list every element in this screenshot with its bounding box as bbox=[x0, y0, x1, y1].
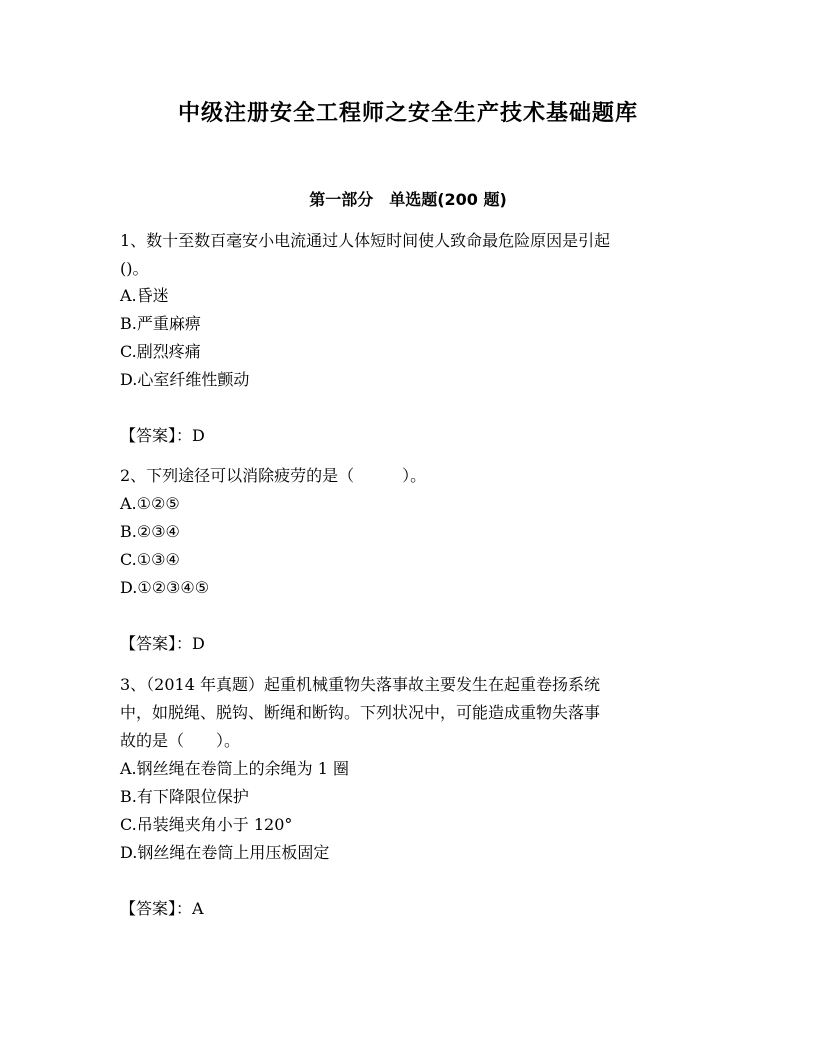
question-2-stem-line-1: 2、下列途径可以消除疲劳的是（ ）。 bbox=[120, 466, 427, 485]
question-1-stem-line-2: ()。 bbox=[120, 259, 149, 278]
question-3-stem-line-2: 中，如脱绳、脱钩、断绳和断钩。下列状况中，可能造成重物失落事 bbox=[120, 703, 601, 722]
question-1-option-b: B.严重麻痹 bbox=[120, 314, 201, 333]
question-3-answer: 【答案】：A bbox=[120, 899, 204, 918]
question-1-answer: 【答案】：D bbox=[120, 426, 205, 445]
question-2-option-d: D.①②③④⑤ bbox=[120, 578, 210, 597]
section-title: 第一部分 单选题(200 题) bbox=[309, 190, 507, 209]
question-1-stem-line-1: 1、数十至数百毫安小电流通过人体短时间使人致命最危险原因是引起 bbox=[120, 231, 611, 250]
question-2-option-a: A.①②⑤ bbox=[120, 494, 180, 513]
question-1-option-d: D.心室纤维性颤动 bbox=[120, 370, 250, 389]
document-title: 中级注册安全工程师之安全生产技术基础题库 bbox=[177, 101, 638, 126]
question-3-option-a: A.钢丝绳在卷筒上的余绳为 1 圈 bbox=[120, 759, 349, 778]
question-3-option-b: B.有下降限位保护 bbox=[120, 787, 249, 806]
question-1-option-c: C.剧烈疼痛 bbox=[120, 342, 201, 361]
question-2-answer: 【答案】：D bbox=[120, 634, 205, 653]
question-2-option-b: B.②③④ bbox=[120, 522, 180, 541]
question-1-option-a: A.昏迷 bbox=[120, 286, 169, 305]
question-3-stem-line-1: 3、（2014 年真题）起重机械重物失落事故主要发生在起重卷扬系统 bbox=[120, 675, 600, 694]
question-3-option-d: D.钢丝绳在卷筒上用压板固定 bbox=[120, 843, 330, 862]
question-2-option-c: C.①③④ bbox=[120, 550, 180, 569]
question-3-option-c: C.吊装绳夹角小于 120° bbox=[120, 815, 293, 834]
question-3-stem-line-3: 故的是（ ）。 bbox=[120, 731, 241, 750]
